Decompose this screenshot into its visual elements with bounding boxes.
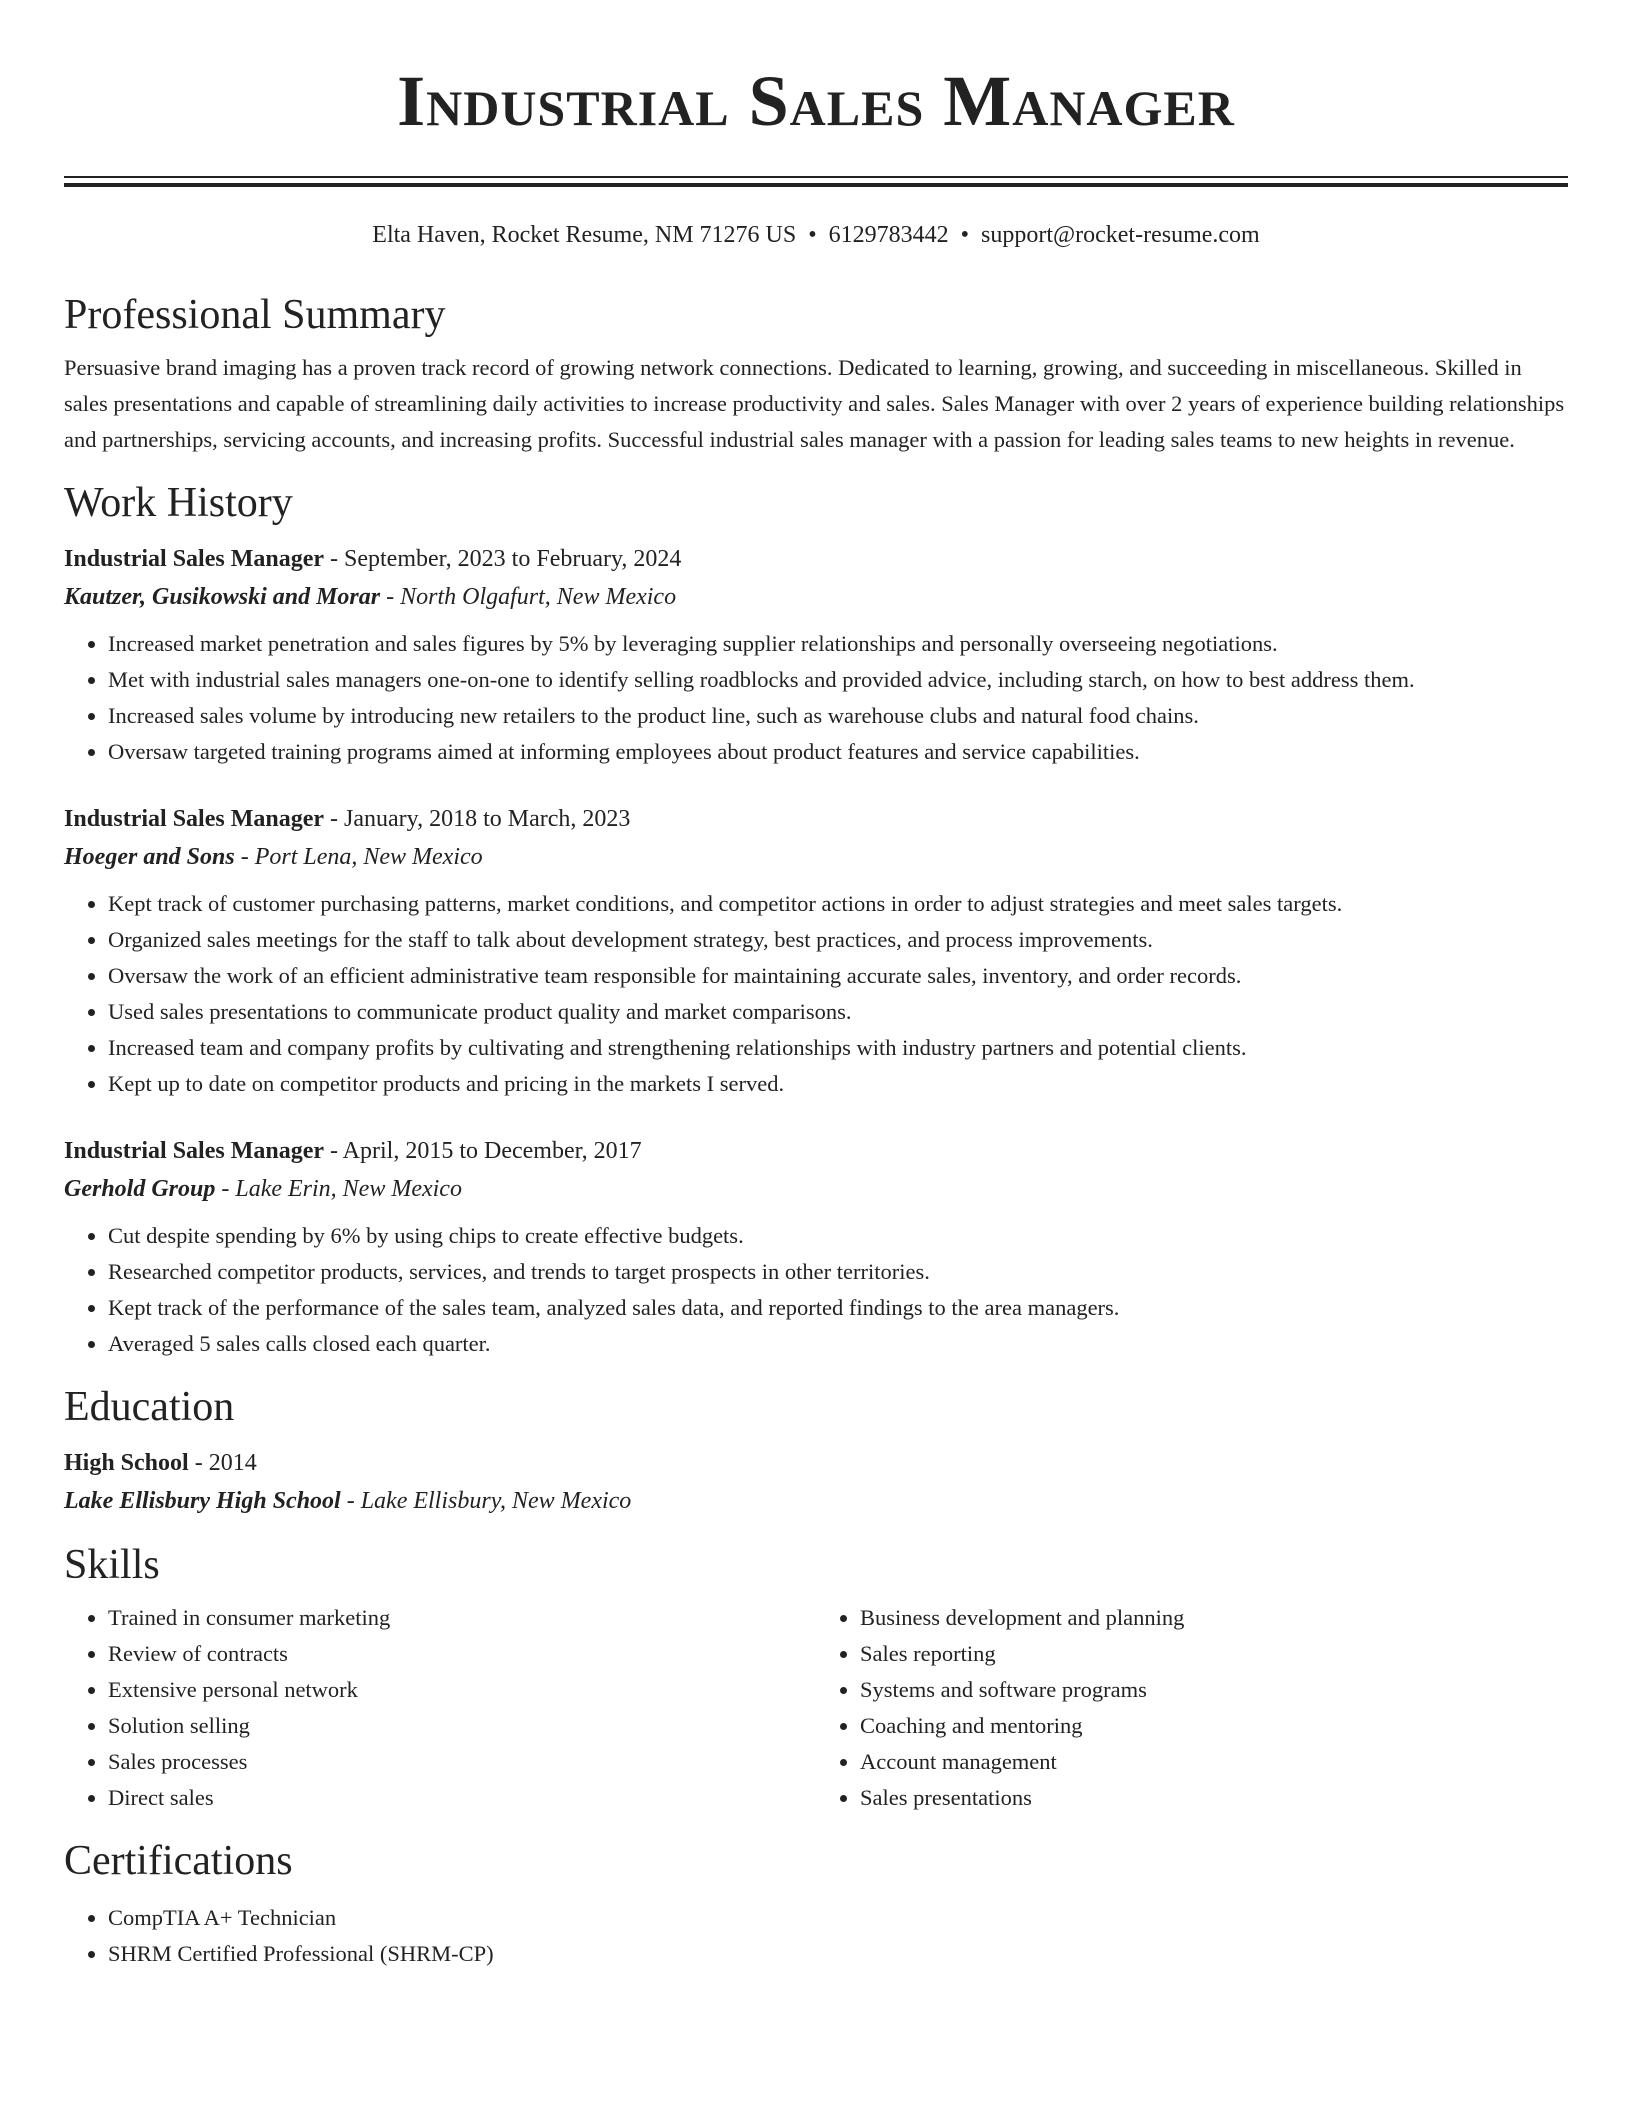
skill-item: • Account management — [860, 1744, 1568, 1780]
job-title: Industrial Sales Manager — [64, 1138, 325, 1164]
job-bullet: • Organized sales meetings for the staff to talk about development strategy, best practices, and process improvements. — [108, 922, 1568, 958]
job-bullet: • Used sales presentations to communicate product quality and market comparisons. — [108, 994, 1568, 1030]
education-year: - 2014 — [188, 1450, 257, 1476]
contact-email: support@rocket-resume.com — [981, 222, 1260, 248]
job-entry — [64, 1132, 1568, 1362]
certifications-list — [64, 1900, 1568, 1972]
education-school-line — [64, 1482, 1568, 1520]
certification-item: • CompTIA A+ Technician — [108, 1900, 1568, 1936]
header-divider-thick — [64, 183, 1568, 187]
education-school: Lake Ellisbury High School — [64, 1488, 341, 1514]
job-title: Industrial Sales Manager — [64, 546, 325, 572]
job-dates: - September, 2023 to February, 2024 — [324, 546, 682, 572]
skill-item: • Solution selling — [108, 1708, 816, 1744]
contact-separator: • — [808, 222, 817, 248]
contact-address: Elta Haven, Rocket Resume, NM 71276 US — [372, 222, 797, 248]
job-company-line — [64, 578, 1568, 616]
skill-item: • Sales processes — [108, 1744, 816, 1780]
skill-item: • Systems and software programs — [860, 1672, 1568, 1708]
job-entry — [64, 540, 1568, 770]
job-bullet: • Kept up to date on competitor products and pricing in the markets I served. — [108, 1066, 1568, 1102]
job-company-line — [64, 1170, 1568, 1208]
job-bullet: • Kept track of customer purchasing patterns, market conditions, and competitor actions in order to adjust strategies and meet sales targets. — [108, 886, 1568, 922]
job-location: - Lake Erin, New Mexico — [215, 1176, 462, 1202]
job-bullet: • Increased market penetration and sales figures by 5% by leveraging supplier relationships and personally overseeing negotiations. — [108, 626, 1568, 662]
skill-item: • Sales presentations — [860, 1780, 1568, 1816]
skill-item: • Coaching and mentoring — [860, 1708, 1568, 1744]
skill-item: • Review of contracts — [108, 1636, 816, 1672]
job-entry — [64, 800, 1568, 1102]
skill-item: • Business development and planning — [860, 1600, 1568, 1636]
resume-name-title: Industrial Sales Manager — [397, 61, 1235, 141]
job-title-line — [64, 800, 1568, 838]
job-dates: - January, 2018 to March, 2023 — [324, 806, 631, 832]
skill-item: • Extensive personal network — [108, 1672, 816, 1708]
job-location: - Port Lena, New Mexico — [234, 844, 483, 870]
skills-right-list — [816, 1600, 1568, 1816]
job-bullet: • Cut despite spending by 6% by using chips to create effective budgets. — [108, 1218, 1568, 1254]
education-entry — [64, 1444, 1568, 1520]
job-dates: - April, 2015 to December, 2017 — [324, 1138, 642, 1164]
skill-item: • Direct sales — [108, 1780, 816, 1816]
summary-text: Persuasive brand imaging has a proven track record of growing network connections. Dedicated to learning, growing, and succeeding in miscellaneous. Skilled in sales presentations and capable of streamlining daily activities to increase productivity and sales. Sales Manager with over 2 years of experience building relationships and partnerships, servicing accounts, and increasing profits. Successful industrial sales manager with a passion for leading sales teams to new heights in revenue. — [64, 355, 1565, 452]
contact-separator: • — [960, 222, 970, 248]
job-bullet: • Increased sales volume by introducing new retailers to the product line, such as warehouse clubs and natural food chains. — [108, 698, 1568, 734]
education-degree-line — [64, 1444, 1568, 1482]
job-bullet: • Oversaw targeted training programs aimed at informing employees about product features and service capabilities. — [108, 734, 1568, 770]
education-location: - Lake Ellisbury, New Mexico — [340, 1488, 632, 1514]
job-bullet: • Oversaw the work of an efficient administrative team responsible for maintaining accurate sales, inventory, and order records. — [108, 958, 1568, 994]
job-bullets — [64, 626, 1568, 770]
resume-page — [64, 0, 1568, 1972]
job-company-line — [64, 838, 1568, 876]
job-bullet: • Met with industrial sales managers one-on-one to identify selling roadblocks and provided advice, including starch, on how to best address them. — [108, 662, 1568, 698]
job-company: Kautzer, Gusikowski and Morar — [64, 584, 381, 610]
job-location: - North Olgafurt, New Mexico — [380, 584, 677, 610]
header-divider-thin — [64, 176, 1568, 178]
job-bullet: • Researched competitor products, services, and trends to target prospects in other territories. — [108, 1254, 1568, 1290]
job-bullets — [64, 886, 1568, 1102]
job-company: Gerhold Group — [64, 1176, 216, 1202]
section-heading-certifications: Certifications — [64, 1838, 293, 1884]
section-heading-skills: Skills — [64, 1542, 160, 1588]
job-title-line — [64, 1132, 1568, 1170]
section-heading-summary: Professional Summary — [64, 292, 446, 338]
job-bullet: • Increased team and company profits by cultivating and strengthening relationships with industry partners and potential clients. — [108, 1030, 1568, 1066]
section-heading-education: Education — [64, 1384, 235, 1430]
certification-item: • SHRM Certified Professional (SHRM-CP) — [108, 1936, 1568, 1972]
job-title-line — [64, 540, 1568, 578]
job-bullet: • Kept track of the performance of the sales team, analyzed sales data, and reported findings to the area managers. — [108, 1290, 1568, 1326]
skills-left-list — [64, 1600, 816, 1816]
section-heading-work: Work History — [64, 480, 293, 526]
job-bullets — [64, 1218, 1568, 1362]
contact-phone: 6129783442 — [828, 222, 949, 248]
skills-columns — [64, 1600, 1568, 1816]
job-title: Industrial Sales Manager — [64, 806, 325, 832]
skill-item: • Sales reporting — [860, 1636, 1568, 1672]
contact-line — [64, 220, 1568, 250]
job-company: Hoeger and Sons — [64, 844, 235, 870]
education-degree: High School — [64, 1450, 189, 1476]
skill-item: • Trained in consumer marketing — [108, 1600, 816, 1636]
job-bullet: • Averaged 5 sales calls closed each quarter. — [108, 1326, 1568, 1362]
